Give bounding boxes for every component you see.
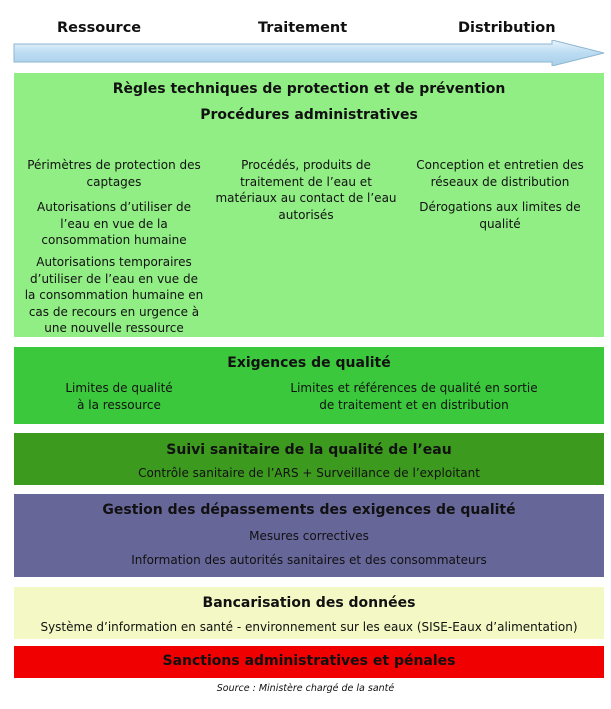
controle-sanitaire-text: Contrôle sanitaire de l’ARS + Surveillance de l’exploitant	[138, 466, 480, 480]
band-gestion-depassements	[14, 494, 604, 577]
autorisations-utiliser-text: Autorisations d’utiliser de l’eau en vue de la consommation humaine	[37, 200, 191, 247]
autorisations-temporaires-text: Autorisations temporaires d’utiliser de l’eau en vue de la consommation humaine en cas de recours en urgence à une nouvelle ressource	[24, 255, 204, 335]
procedes-produits-text: Procédés, produits de traitement de l’eau et matériaux au contact de l’eau autorisés	[215, 158, 397, 222]
band6-title: Sanctions administratives et pénales	[162, 653, 456, 669]
band-bancarisation	[14, 587, 604, 639]
conception-entretien-text: Conception et entretien des réseaux de distribution	[416, 158, 584, 189]
band2-title: Exigences de qualité	[227, 355, 391, 371]
mesures-correctives-text: Mesures correctives	[249, 529, 369, 543]
limites-ressource-text: Limites de qualité à la ressource	[65, 381, 173, 412]
band4-title: Gestion des dépassements des exigences de qualité	[102, 502, 516, 518]
systeme-information-text: Système d’information en santé - environnement sur les eaux (SISE-Eaux d’alimentation)	[40, 620, 578, 634]
band5-title: Bancarisation des données	[202, 595, 416, 611]
limites-distribution-text: Limites et références de qualité en sortie de traitement et en distribution	[290, 381, 538, 412]
band-regles-techniques	[14, 73, 604, 337]
band3-title: Suivi sanitaire de la qualité de l’eau	[166, 442, 452, 458]
band1-title-regles: Règles techniques de protection et de prévention	[112, 81, 506, 97]
band-suivi-sanitaire	[14, 433, 604, 485]
header-distribution: Distribution	[458, 20, 556, 36]
header-traitement: Traitement	[258, 20, 348, 36]
band-exigences-qualite	[14, 347, 604, 424]
header-ressource: Ressource	[57, 20, 142, 36]
source-note: Source : Ministère chargé de la santé	[216, 683, 395, 694]
flow-arrow	[12, 40, 607, 66]
information-autorites-text: Information des autorités sanitaires et des consommateurs	[131, 553, 487, 567]
perimetres-protection-text: Périmètres de protection des captages	[27, 158, 201, 189]
band1-title-procedures: Procédures administratives	[200, 107, 418, 123]
band-sanctions	[14, 646, 604, 678]
derogations-text: Dérogations aux limites de qualité	[419, 200, 581, 231]
